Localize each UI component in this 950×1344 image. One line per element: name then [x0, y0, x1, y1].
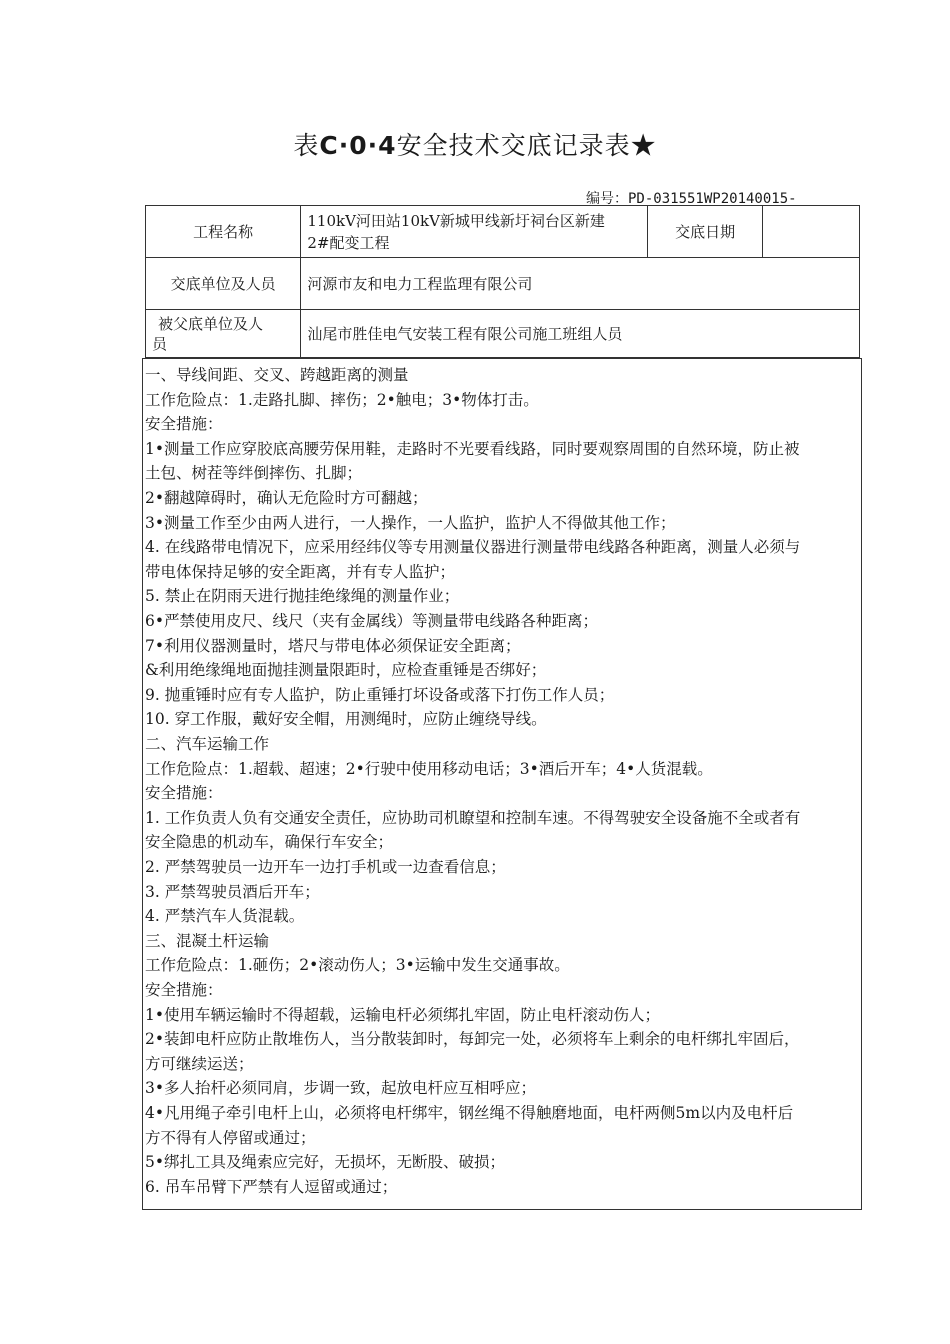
- content-line: 4. 在线路带电情况下，应采用经纬仪等专用测量仪器进行测量带电线路各种距离，测量人必须与: [145, 538, 801, 557]
- content-line: 安全措施：: [145, 415, 223, 434]
- safety-content-box: [142, 358, 862, 1210]
- giver-value: 河源市友和电力工程监理有限公司: [301, 258, 860, 310]
- project-name-line-1: 110kV河田站10kV新城甲线新圩祠台区新建: [307, 211, 605, 230]
- content-line: 5. 禁止在阴雨天进行抛挂绝缘绳的测量作业；: [145, 587, 460, 606]
- content-line: 1•测量工作应穿胶底高腰劳保用鞋，走路时不光要看线路，同时要观察周围的自然环境，防止被: [145, 439, 800, 458]
- content-line: 安全措施：: [145, 784, 223, 803]
- receiver-label: [146, 310, 301, 358]
- content-line: 带电体保持足够的安全距离，并有专人监护；: [145, 562, 456, 581]
- content-line: 3•多人抬杆必须同肩，步调一致，起放电杆应互相呼应；: [145, 1079, 537, 1098]
- page-title: [0, 126, 950, 162]
- title-text: 安全技术交底记录表: [396, 131, 631, 160]
- project-name-line-2: 2#配变工程: [307, 233, 390, 252]
- content-line: 安全措施：: [145, 981, 223, 999]
- header-table: [145, 205, 860, 358]
- content-line: 工作危险点：1.超载、超速；2•行驶中使用移动电话；3•酒后开车；4•人货混载。: [145, 759, 713, 778]
- content-line: 10. 穿工作服，戴好安全帽，用测绳时，应防止缠绕导线。: [145, 710, 547, 729]
- content-line: 工作危险点：1.砸伤；2•滚动伤人；3•运输中发生交通事故。: [145, 956, 570, 975]
- content-line: 3. 严禁驾驶员酒后开车；: [145, 882, 320, 901]
- content-line: 1•使用车辆运输时不得超载，运输电杆必须绑扎牢固，防止电杆滚动伤人；: [145, 1005, 661, 1024]
- receiver-label-line-2: 员: [152, 334, 168, 353]
- content-line: 5•绑扎工具及绳索应完好，无损坏，无断股、破损；: [145, 1153, 506, 1172]
- content-line: 4. 严禁汽车人货混载。: [145, 907, 305, 926]
- content-line: 4•凡用绳子牵引电杆上山，必须将电杆绑牢，钢丝绳不得触磨地面，电杆两侧5m以内及电杆后: [145, 1104, 794, 1122]
- content-line: 一、导线间距、交叉、跨越距离的测量: [145, 366, 409, 384]
- receiver-label-line-1: 被父底单位及人: [158, 314, 264, 333]
- project-name-label: 工程名称: [146, 206, 301, 258]
- giver-label: 交底单位及人员: [146, 258, 301, 310]
- content-line: 土包、树茬等绊倒摔伤、扎脚；: [145, 464, 363, 483]
- title-code: C·0·4: [319, 131, 397, 160]
- project-name-value: [301, 206, 648, 258]
- content-line: 2•装卸电杆应防止散堆伤人，当分散装卸时，每卸完一处，必须将车上剩余的电杆绑扎牢固后，: [145, 1030, 800, 1049]
- date-value[interactable]: [763, 206, 860, 258]
- content-line: 2•翻越障碍时，确认无危险时方可翻越；: [145, 489, 428, 507]
- content-line: 6. 吊车吊臂下严禁有人逗留或通过；: [145, 1177, 398, 1196]
- content-line: 7•利用仪器测量时，塔尺与带电体必须保证安全距离；: [145, 636, 521, 655]
- content-line: 1. 工作负责人负有交通安全责任，应协助司机瞭望和控制车速。不得驾驶安全设备施不全或者有: [145, 808, 801, 827]
- content-line: 3•测量工作至少由两人进行，一人操作，一人监护，监护人不得做其他工作；: [145, 513, 676, 532]
- content-line: 方可继续运送；: [145, 1054, 254, 1073]
- content-line: 工作危险点：1.走路扎脚、摔伤；2•触电；3•物体打击。: [145, 390, 539, 409]
- title-prefix: 表: [293, 131, 320, 160]
- content-line: 6•严禁使用皮尺、线尺（夹有金属线）等测量带电线路各种距离；: [145, 612, 599, 630]
- star-icon: ★: [630, 131, 657, 160]
- content-line: 2. 严禁驾驶员一边开车一边打手机或一边查看信息；: [145, 858, 506, 876]
- content-line: 安全隐患的机动车，确保行车安全；: [145, 833, 394, 852]
- content-line: 方不得有人停留或通过；: [145, 1128, 316, 1147]
- date-label: 交底日期: [647, 206, 763, 258]
- receiver-value: 汕尾市胜佳电气安装工程有限公司施工班组人员: [301, 310, 860, 358]
- document-number: 编号：PD-031551WP20140015-: [586, 191, 797, 207]
- content-line: 二、汽车运输工作: [145, 735, 270, 753]
- content-line: 三、混凝土杆运输: [145, 931, 270, 950]
- content-line: 9. 抛重锤时应有专人监护，防止重锤打坏设备或落下打伤工作人员；: [145, 685, 615, 704]
- content-line: &利用绝缘绳地面抛挂测量限距时，应检查重锤是否绑好；: [145, 661, 547, 680]
